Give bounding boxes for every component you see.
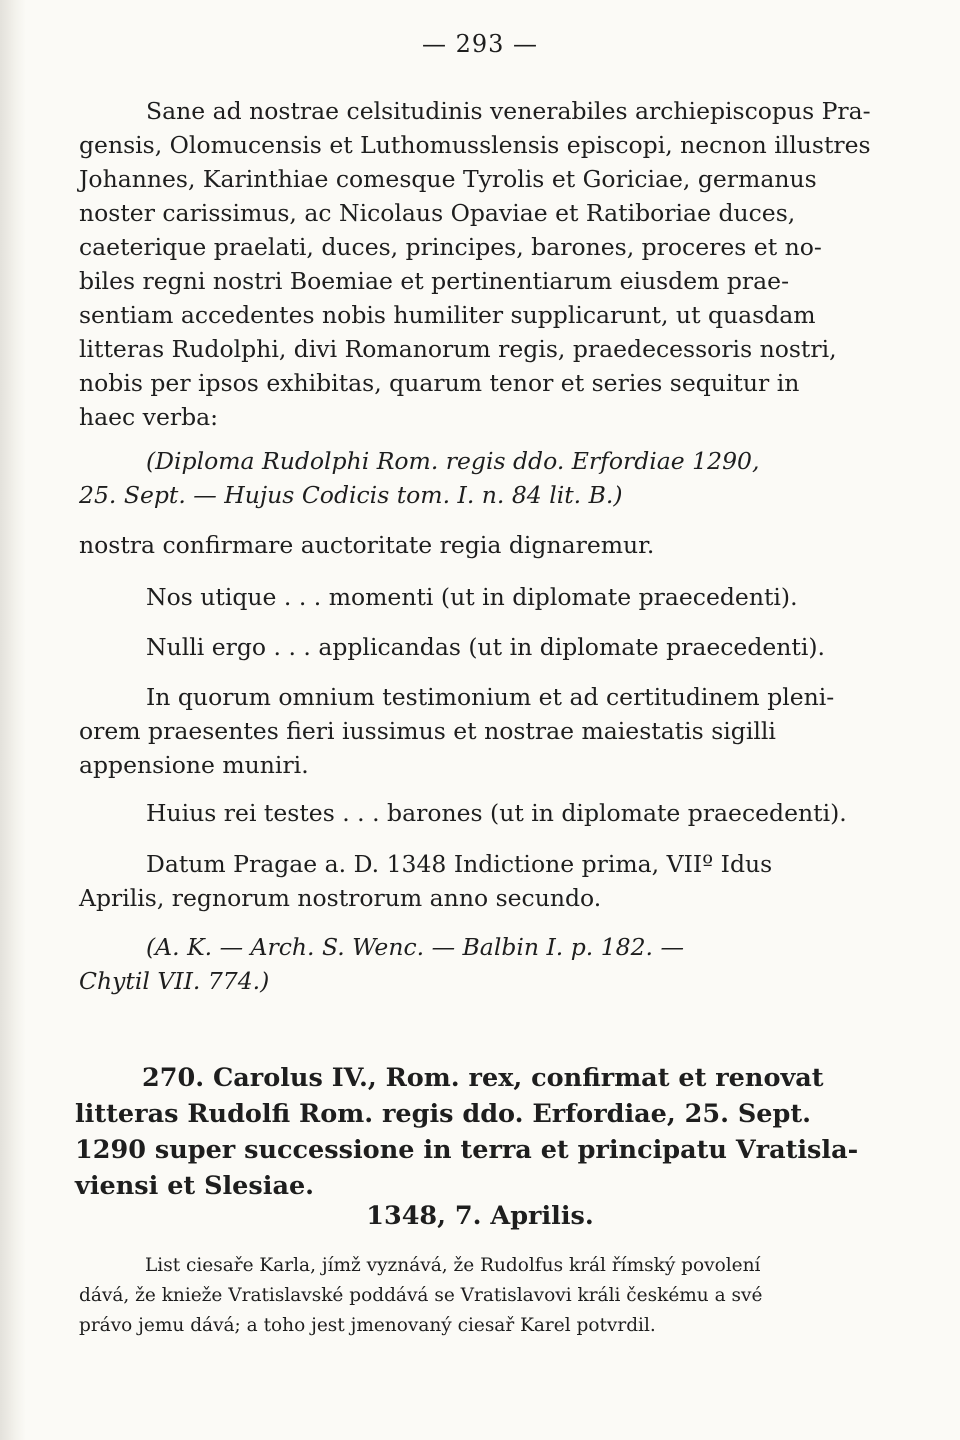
heading-line: litteras Rudolfi Rom. regis ddo. Erfordiae, 25. Sept. bbox=[75, 1099, 812, 1129]
heading-line: viensi et Slesiae. bbox=[75, 1171, 315, 1201]
summary-line: List ciesaře Karla, jímž vyznává, že Rudolfus král římský povolení bbox=[145, 1255, 761, 1276]
text-line: Nulli ergo . . . applicandas (ut in diplomate praecedenti). bbox=[146, 633, 826, 661]
text-line: appensione muniri. bbox=[79, 751, 309, 779]
text-line: In quorum omnium testimonium et ad certitudinem pleni- bbox=[146, 683, 835, 711]
paragraph-confirmation bbox=[79, 528, 841, 562]
text-line: gensis, Olomucensis et Luthomusslensis episcopi, necnon illustres bbox=[79, 131, 871, 159]
paragraph-nulli-ergo bbox=[79, 630, 841, 664]
czech-summary bbox=[79, 1251, 841, 1341]
paragraph-huius-rei bbox=[79, 796, 847, 830]
text-line: caeterique praelati, duces, principes, barones, proceres et no- bbox=[79, 233, 822, 261]
heading-line: 270. Carolus IV., Rom. rex, confirmat et renovat bbox=[142, 1063, 824, 1093]
text-line: 25. Sept. — Hujus Codicis tom. I. n. 84 lit. B.) bbox=[79, 481, 623, 509]
text-line: biles regni nostri Boemiae et pertinentiarum eiusdem prae- bbox=[79, 267, 790, 295]
text-line: (Diploma Rudolphi Rom. regis ddo. Erfordiae 1290, bbox=[146, 447, 760, 475]
paragraph-in-quorum bbox=[79, 680, 841, 782]
text-line: nostra confirmare auctoritate regia dignaremur. bbox=[79, 531, 655, 559]
paragraph-nos-utique bbox=[79, 580, 841, 614]
date-heading: 1348, 7. Aprilis. bbox=[366, 1201, 594, 1231]
page-number: — 293 — bbox=[421, 30, 539, 58]
text-line: Nos utique . . . momenti (ut in diplomate praecedenti). bbox=[146, 583, 798, 611]
text-line: Aprilis, regnorum nostrorum anno secundo. bbox=[79, 884, 602, 912]
text-line: sentiam accedentes nobis humiliter supplicarunt, ut quasdam bbox=[79, 301, 816, 329]
text-line: Sane ad nostrae celsitudinis venerabiles archiepiscopus Pra- bbox=[146, 97, 871, 125]
text-line: nobis per ipsos exhibitas, quarum tenor et series sequitur in bbox=[79, 369, 800, 397]
paragraph-source-reference bbox=[79, 930, 841, 998]
text-line: noster carissimus, ac Nicolaus Opaviae et Ratiboriae duces, bbox=[79, 199, 796, 227]
text-line: Chytil VII. 774.) bbox=[79, 967, 270, 995]
summary-line: právo jemu dává; a toho jest jmenovaný ciesař Karel potvrdil. bbox=[79, 1315, 656, 1336]
paragraph-datum bbox=[79, 847, 841, 915]
text-line: (A. K. — Arch. S. Wenc. — Balbin I. p. 182. — bbox=[146, 933, 684, 961]
summary-line: dává, že knieže Vratislavské poddává se Vratislavovi králi českému a své bbox=[79, 1285, 763, 1306]
document-heading bbox=[75, 1060, 859, 1204]
text-line: Johannes, Karinthiae comesque Tyrolis et Goriciae, germanus bbox=[79, 165, 817, 193]
text-line: orem praesentes fieri iussimus et nostrae maiestatis sigilli bbox=[79, 717, 776, 745]
text-line: litteras Rudolphi, divi Romanorum regis, praedecessoris nostri, bbox=[79, 335, 837, 363]
heading-line: 1290 super successione in terra et principatu Vratisla- bbox=[75, 1135, 859, 1165]
text-line: Datum Pragae a. D. 1348 Indictione prima, VIIº Idus bbox=[146, 850, 773, 878]
text-line: Huius rei testes . . . barones (ut in diplomate praecedenti). bbox=[146, 799, 847, 827]
paragraph-diploma-reference bbox=[79, 444, 841, 512]
paragraph-petition bbox=[79, 94, 871, 434]
text-line: haec verba: bbox=[79, 403, 219, 431]
